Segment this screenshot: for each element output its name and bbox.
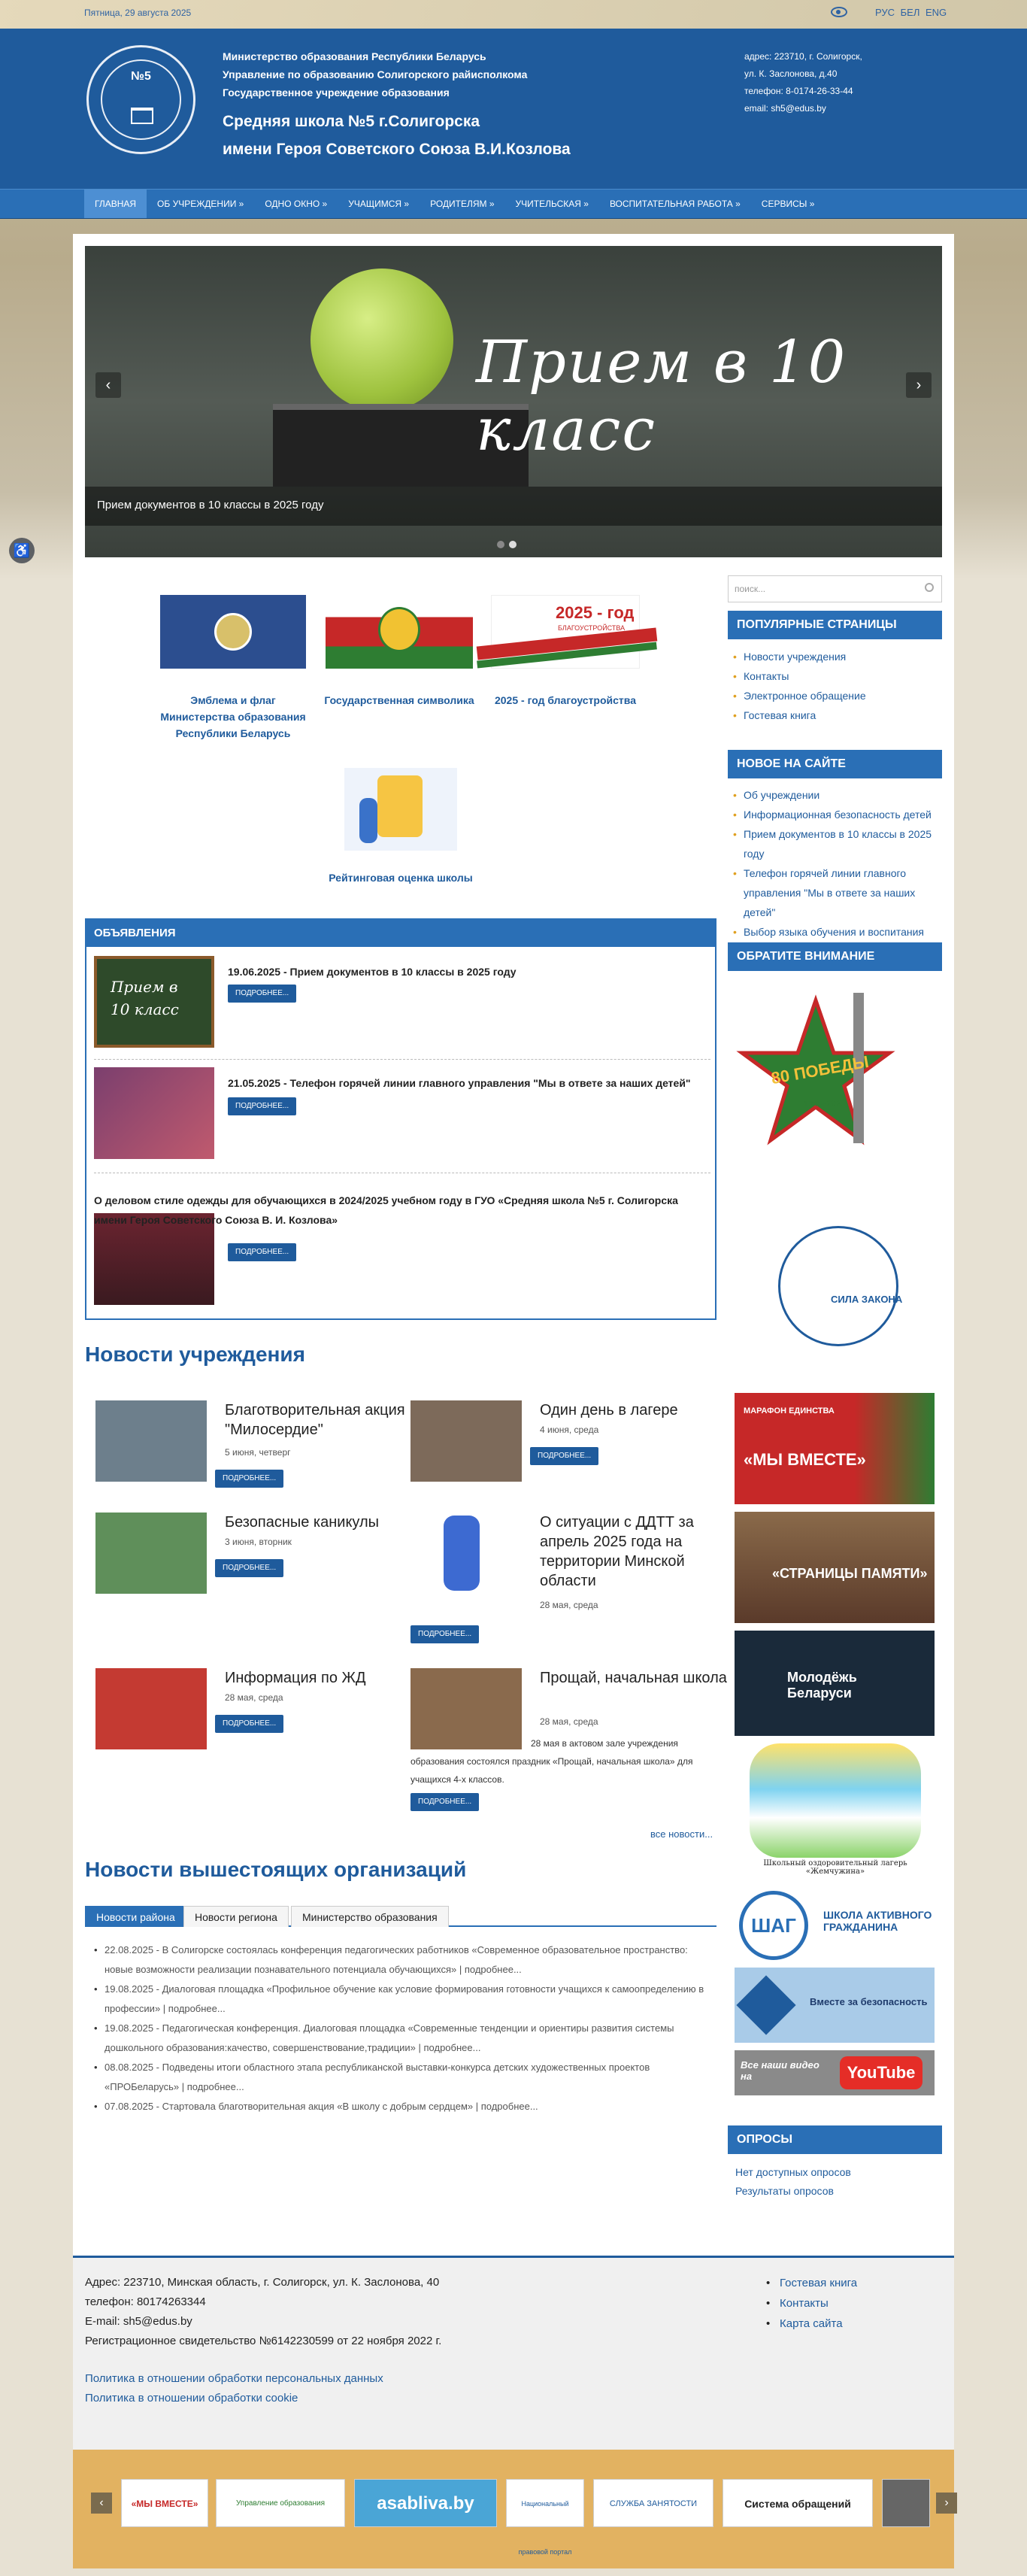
marathon-banner[interactable]: [735, 1393, 935, 1504]
book-icon: [131, 108, 153, 124]
accessibility-icon[interactable]: ♿: [9, 538, 35, 563]
news-photo[interactable]: [95, 1513, 207, 1594]
ministry-line: Министерство образования Республики Беларусь: [223, 50, 486, 62]
department-line: Управление по образованию Солигорского райисполкома: [223, 68, 528, 80]
news-title[interactable]: Благотворительная акция "Милосердие": [225, 1402, 405, 1438]
nav-teachers[interactable]: УЧИТЕЛЬСКАЯ »: [515, 199, 589, 209]
safety-text: Вместе за безопасность: [810, 1996, 928, 2007]
partner-logo[interactable]: Национальный правовой портал: [506, 2479, 584, 2527]
announcement-title[interactable]: 19.06.2025 - Прием документов в 10 классы в 2025 году: [228, 966, 517, 978]
footer-policies: [85, 2369, 383, 2408]
announcements-box: [85, 918, 716, 1320]
banner-ministry-label[interactable]: Эмблема и флаг Министерства образования Республики Беларусь: [160, 694, 306, 739]
slider-dots[interactable]: [497, 539, 521, 551]
contacts-link[interactable]: • Контакты: [766, 2293, 857, 2314]
law-text: СИЛА ЗАКОНА: [831, 1294, 903, 1305]
year-2025-subtext: БЛАГОУСТРОЙСТВА: [558, 624, 626, 632]
school-name: Средняя школа №5 г.Солигорска: [223, 113, 480, 130]
state-symbols-image[interactable]: [326, 595, 473, 669]
announcements-heading: ОБЪЯВЛЕНИЯ: [86, 920, 715, 947]
header-contacts: [744, 48, 862, 117]
memory-pages-banner[interactable]: [735, 1512, 935, 1623]
more-button[interactable]: ПОДРОБНЕЕ...: [215, 1470, 283, 1488]
polls-results-link[interactable]: Результаты опросов: [735, 2185, 834, 2197]
news-title[interactable]: Один день в лагере: [540, 1402, 678, 1418]
safety-banner[interactable]: [735, 1968, 935, 2043]
sidebar-link[interactable]: • Информационная безопасность детей: [733, 805, 942, 824]
institution-line: Государственное учреждение образования: [223, 86, 450, 99]
sidebar-link[interactable]: • Прием документов в 10 классы в 2025 году: [733, 824, 942, 863]
youtube-text: Все наши видео на: [741, 2059, 819, 2082]
apple-image: [311, 269, 453, 411]
news-tabs: [85, 1906, 716, 1927]
banner-rating-label[interactable]: Рейтинговая оценка школы: [329, 872, 473, 884]
news-item: [95, 1513, 411, 1603]
email-line: email: sh5@edus.by: [744, 103, 826, 114]
news-heading: Новости учреждения: [85, 1343, 305, 1366]
youtube-banner[interactable]: [735, 2050, 935, 2095]
news-photo[interactable]: [410, 1513, 522, 1594]
year-2025-text: 2025 - год: [556, 603, 635, 622]
list-item[interactable]: • 19.08.2025 - Диалоговая площадка «Профильное обучение как условие формирования готовности учащихся к самоопределению в профессии» | подробнее...: [94, 1980, 710, 2019]
victory-years: 1945–2025: [804, 1100, 846, 1109]
slide-title: Прием в 10 класс: [476, 329, 847, 464]
sidebar-link[interactable]: • Телефон горячей линии главного управления "Мы в ответе за наших детей": [733, 863, 942, 922]
news-date: 5 июня, четверг: [225, 1447, 291, 1458]
list-item[interactable]: • 22.08.2025 - В Солигорске состоялась конференция педагогических работников «Современное образовательное пространство: новые возможности реализации познавательного потенциала обучающихся» | подробнее...: [94, 1940, 710, 1980]
partner-logo[interactable]: [882, 2479, 930, 2527]
news-item: [410, 1668, 726, 1819]
news-date: 28 мая, среда: [540, 1600, 598, 1610]
marathon-top: МАРАФОН ЕДИНСТВА: [744, 1406, 835, 1415]
news-item: [410, 1400, 726, 1498]
popular-list: [733, 647, 942, 725]
partner-logo[interactable]: «МЫ ВМЕСТЕ»: [121, 2479, 208, 2527]
partner-logo[interactable]: Управление образования: [216, 2479, 345, 2527]
news-title[interactable]: Прощай, начальная школа: [540, 1670, 727, 1686]
announcement-title[interactable]: О деловом стиле одежды для обучающихся в 2024/2025 учебном году в ГУО «Средняя школа №5 г. Солигорска имени Героя Советского Союза В. И. Козлова»: [94, 1194, 678, 1226]
law-banner[interactable]: [771, 1218, 906, 1354]
footer-registration: Регистрационное свидетельство №6142230599 от 22 ноября 2022 г.: [85, 2335, 442, 2347]
higher-news-heading: Новости вышестоящих организаций: [85, 1858, 467, 1881]
announcement-title[interactable]: 21.05.2025 - Телефон горячей линии главного управления "Мы в ответе за наших детей": [228, 1077, 691, 1089]
announcement-thumb[interactable]: [94, 956, 214, 1048]
eye-icon[interactable]: [831, 7, 847, 17]
banner-2025-label[interactable]: 2025 - год благоустройства: [494, 694, 636, 706]
victory-80-banner[interactable]: [741, 993, 891, 1158]
tab-district[interactable]: Новости района: [85, 1906, 186, 1927]
inspector-illustration: [444, 1516, 480, 1591]
year-2025-image[interactable]: [491, 595, 640, 669]
banner-symbols-label[interactable]: Государственная символика: [324, 694, 474, 706]
sidebar-link[interactable]: • Электронное обращение: [733, 686, 942, 705]
news-photo[interactable]: [95, 1668, 207, 1749]
news-date: 28 мая, среда: [225, 1692, 283, 1703]
nav-education-work[interactable]: ВОСПИТАТЕЛЬНАЯ РАБОТА »: [609, 199, 741, 209]
polls-heading: ОПРОСЫ: [728, 2125, 942, 2154]
new-list: [733, 785, 942, 942]
footer: [73, 2256, 954, 2450]
camp-banner[interactable]: [748, 1743, 922, 1876]
news-photo[interactable]: [95, 1400, 207, 1482]
youth-banner[interactable]: [735, 1631, 935, 1736]
youtube-icon: YouTube: [840, 2056, 922, 2089]
slider-prev-button[interactable]: ‹: [95, 372, 121, 398]
news-item: [410, 1513, 726, 1655]
list-item[interactable]: • 19.08.2025 - Педагогическая конференция. Диалоговая площадка «Современные тенденции и ориентиры развития системы дошкольного образования:качество, совершенствование,традиции» | подробнее...: [94, 2019, 710, 2058]
search-icon[interactable]: [925, 583, 934, 592]
carousel-prev-button[interactable]: ‹: [91, 2493, 112, 2514]
news-date: 3 июня, вторник: [225, 1537, 292, 1547]
thumb-text: [111, 975, 179, 1021]
district-news-list: [94, 1940, 710, 2116]
thumb-text-line2: 10 класс: [111, 1000, 179, 1018]
more-button[interactable]: ПОДРОБНЕЕ...: [530, 1447, 598, 1465]
youth-text: Молодёжь Беларуси: [787, 1670, 857, 1701]
more-button[interactable]: ПОДРОБНЕЕ...: [410, 1625, 479, 1643]
list-item[interactable]: • 07.08.2025 - Стартовала благотворительная акция «В школу с добрым сердцем» | подробнее...: [94, 2097, 710, 2116]
sidebar-link[interactable]: • Контакты: [733, 666, 942, 686]
attention-heading: ОБРАТИТЕ ВНИМАНИЕ: [728, 942, 942, 971]
footer-address: Адрес: 223710, Минская область, г. Солигорск, ул. К. Заслонова, 40: [85, 2276, 440, 2289]
carousel-next-button[interactable]: ›: [936, 2493, 957, 2514]
marathon-text: «МЫ ВМЕСТЕ»: [744, 1450, 866, 1469]
more-button[interactable]: ПОДРОБНЕЕ...: [228, 1243, 296, 1261]
camp-image: [750, 1743, 921, 1858]
step-banner[interactable]: [735, 1888, 935, 1963]
search-placeholder: поиск...: [735, 584, 766, 594]
new-heading: НОВОЕ НА САЙТЕ: [728, 750, 942, 778]
news-item: [95, 1400, 411, 1498]
news-title[interactable]: Информация по ЖД: [225, 1670, 366, 1686]
footer-links: [766, 2273, 857, 2334]
news-item: [95, 1668, 411, 1758]
popular-heading: ПОПУЛЯРНЫЕ СТРАНИЦЫ: [728, 611, 942, 639]
polls-empty: Нет доступных опросов: [735, 2166, 851, 2178]
news-title[interactable]: О ситуации с ДДТТ за апрель 2025 года на территории Минской области: [540, 1514, 694, 1589]
partner-logo[interactable]: СЛУЖБА ЗАНЯТОСТИ: [593, 2479, 713, 2527]
tab-ministry[interactable]: Министерство образования: [291, 1906, 449, 1927]
partner-logo[interactable]: Система обращений: [723, 2479, 873, 2527]
more-button[interactable]: ПОДРОБНЕЕ...: [228, 985, 296, 1003]
news-title[interactable]: Безопасные каникулы: [225, 1514, 380, 1531]
news-date: 28 мая, среда: [540, 1716, 598, 1727]
announcement-thumb[interactable]: [94, 1067, 214, 1159]
addr-line2: ул. К. Заслонова, д.40: [744, 68, 838, 79]
current-date: Пятница, 29 августа 2025: [84, 8, 192, 18]
language-switch[interactable]: РУС БЕЛ ENG: [875, 7, 947, 18]
more-button[interactable]: ПОДРОБНЕЕ...: [215, 1715, 283, 1733]
school-hero-name: имени Героя Советского Союза В.И.Козлова: [223, 141, 571, 158]
step-text: ШКОЛА АКТИВНОГО ГРАЖДАНИНА: [823, 1909, 932, 1933]
slider-next-button[interactable]: ›: [906, 372, 932, 398]
scales-icon: [778, 1226, 898, 1346]
nav-students[interactable]: УЧАЩИМСЯ »: [348, 199, 410, 209]
tab-region[interactable]: Новости региона: [183, 1906, 289, 1927]
search-input[interactable]: [728, 575, 942, 602]
main-nav: [0, 189, 1027, 219]
footer-email: E-mail: sh5@edus.by: [85, 2315, 192, 2328]
emergency-icon: [736, 1975, 795, 2034]
partner-logo[interactable]: asabliva.by: [354, 2479, 497, 2527]
privacy-policy-link[interactable]: Политика в отношении обработки персональных данных: [85, 2372, 383, 2385]
news-photo[interactable]: [410, 1400, 522, 1482]
addr-line1: адрес: 223710, г. Солигорск,: [744, 51, 862, 62]
nav-services[interactable]: СЕРВИСЫ »: [761, 199, 815, 209]
slide-caption-text: Прием документов в 10 классы в 2025 году: [97, 499, 324, 511]
divider: [94, 1059, 710, 1060]
partners-carousel: [73, 2450, 954, 2568]
footer-contacts: [85, 2273, 441, 2351]
footer-phone: телефон: 80174263344: [85, 2295, 206, 2308]
sidebar-link[interactable]: • Новости учреждения: [733, 647, 942, 666]
sidebar-link[interactable]: • Выбор языка обучения и воспитания: [733, 922, 942, 942]
emblem-number: №5: [131, 70, 151, 83]
polls-block: [735, 2163, 851, 2201]
victory-text: 80 ПОБЕДЫ: [769, 1051, 871, 1088]
list-item[interactable]: • 08.08.2025 - Подведены итоги областного этапа республиканской выставки-конкурса детских художественных проектов «ПРОБеларусь» | подробнее...: [94, 2058, 710, 2097]
sitemap-link[interactable]: • Карта сайта: [766, 2314, 857, 2334]
school-emblem[interactable]: [86, 45, 195, 154]
slide-caption: [85, 487, 942, 526]
top-bar: [0, 0, 1027, 29]
more-button[interactable]: ПОДРОБНЕЕ...: [228, 1097, 296, 1115]
all-news-link[interactable]: все новости...: [650, 1828, 713, 1840]
ministry-emblem-image[interactable]: [160, 595, 306, 669]
nav-parents[interactable]: РОДИТЕЛЯМ »: [430, 199, 495, 209]
news-date: 4 июня, среда: [540, 1425, 599, 1435]
nav-one-window[interactable]: ОДНО ОКНО »: [265, 199, 328, 209]
more-button[interactable]: ПОДРОБНЕЕ...: [410, 1793, 479, 1811]
emblem-icon: [214, 613, 252, 651]
thumb-text-line1: Прием в: [111, 978, 178, 996]
slider[interactable]: [85, 246, 942, 557]
more-button[interactable]: ПОДРОБНЕЕ...: [215, 1559, 283, 1577]
camp-text: Школьный оздоровительный лагерь «Жемчужина»: [763, 1859, 907, 1876]
step-logo: ШАГ: [739, 1891, 808, 1960]
sidebar-link[interactable]: • Об учреждении: [733, 785, 942, 805]
phone-line: телефон: 8-0174-26-33-44: [744, 86, 853, 96]
memory-pages-text: «СТРАНИЦЫ ПАМЯТИ»: [772, 1566, 928, 1581]
coat-of-arms-icon: [378, 607, 420, 652]
rating-image[interactable]: [344, 768, 457, 851]
news-excerpt: 28 мая в актовом зале учреждения образования состоялся праздник «Прощай, начальная школа» для учащихся 4-х классов.: [410, 1738, 693, 1785]
nav-about[interactable]: ОБ УЧРЕЖДЕНИИ »: [157, 199, 244, 209]
person-illustration: [359, 798, 377, 843]
cookie-policy-link[interactable]: Политика в отношении обработки cookie: [85, 2392, 298, 2405]
nav-home[interactable]: ГЛАВНАЯ: [84, 190, 147, 218]
guestbook-link[interactable]: • Гостевая книга: [766, 2273, 857, 2293]
phone-illustration: [377, 775, 423, 837]
sidebar-link[interactable]: • Гостевая книга: [733, 705, 942, 725]
